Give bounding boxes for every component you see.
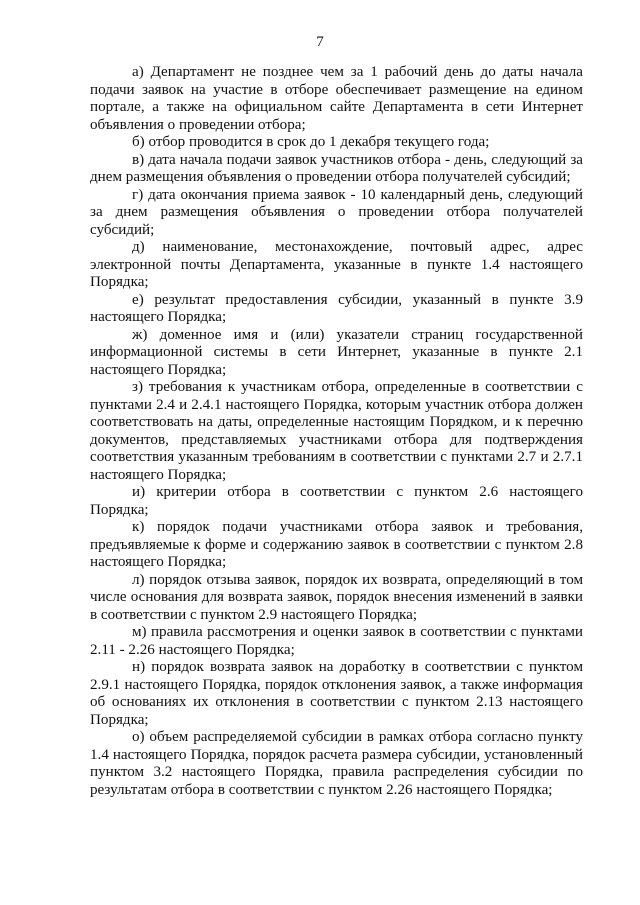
paragraph-g: г) дата окончания приема заявок - 10 календарный день, следующий за днем размещения объявления о проведении отбора получателей субсидий; [90, 186, 583, 238]
paragraph-k: к) порядок подачи участниками отбора заявок и требования, предъявляемые к форме и содержанию заявок в соответствии с пунктом 2.8 настоящего Порядка; [90, 519, 583, 570]
paragraph-b: б) отбор проводится в срок до 1 декабря текущего года; [132, 134, 490, 150]
paragraph-d: д) наименование, местонахождение, почтовый адрес, адрес электронной почты Департамента, указанные в пункте 1.4 настоящего Порядка; [90, 239, 583, 290]
document-body [90, 64, 583, 799]
paragraph-l: л) порядок отзыва заявок, порядок их возврата, определяющий в том числе основания для возврата заявок, порядок внесения изменений в заявки в соответствии с пунктом 2.9 настоящего Порядка; [90, 571, 583, 623]
paragraph-a: а) Департамент не позднее чем за 1 рабочий день до даты начала подачи заявок на участие в отборе обеспечивает размещение на едином портале, а также на официальном сайте Департамента в сети Интернет объявления о проведении отбора; [90, 64, 583, 133]
paragraph-z: з) требования к участникам отбора, определенные в соответствии с пунктами 2.4 и 2.4.1 настоящего Порядка, которым участник отбора должен соответствовать на даты, определенные настоящим Порядком, и к перечню документов, представляемых участниками отбора для подтверждения соответствия указанным требованиям в соответствии с пунктами 2.7 и 2.7.1 настоящего Порядка; [90, 379, 583, 483]
paragraph-e: е) результат предоставления субсидии, указанный в пункте 3.9 настоящего Порядка; [90, 291, 583, 325]
paragraph-v: в) дата начала подачи заявок участников отбора - день, следующий за днем размещения объявления о проведении отбора получателей субсидий; [90, 151, 583, 185]
paragraph-zh: ж) доменное имя и (или) указатели страниц государственной информационной системы в сети Интернет, указанные в пункте 2.1 настоящего Порядка; [90, 326, 583, 378]
paragraph-i: и) критерии отбора в соответствии с пунктом 2.6 настоящего Порядка; [90, 484, 583, 518]
paragraph-m: м) правила рассмотрения и оценки заявок в соответствии с пунктами 2.11 - 2.26 настоящего Порядка; [90, 624, 583, 658]
paragraph-o: о) объем распределяемой субсидии в рамках отбора согласно пункту 1.4 настоящего Порядка, порядок расчета размера субсидии, установленный пунктом 3.2 настоящего Порядка, правила распределения субсидии по результатам отбора в соответствии с пунктом 2.26 настоящего Порядка; [90, 729, 583, 798]
paragraph-n: н) порядок возврата заявок на доработку в соответствии с пунктом 2.9.1 настоящего Порядка, порядок отклонения заявок, а также информация об основаниях их отклонения в соответствии с пунктом 2.13 настоящего Порядка; [90, 659, 583, 728]
page-number: 7 [316, 34, 324, 50]
